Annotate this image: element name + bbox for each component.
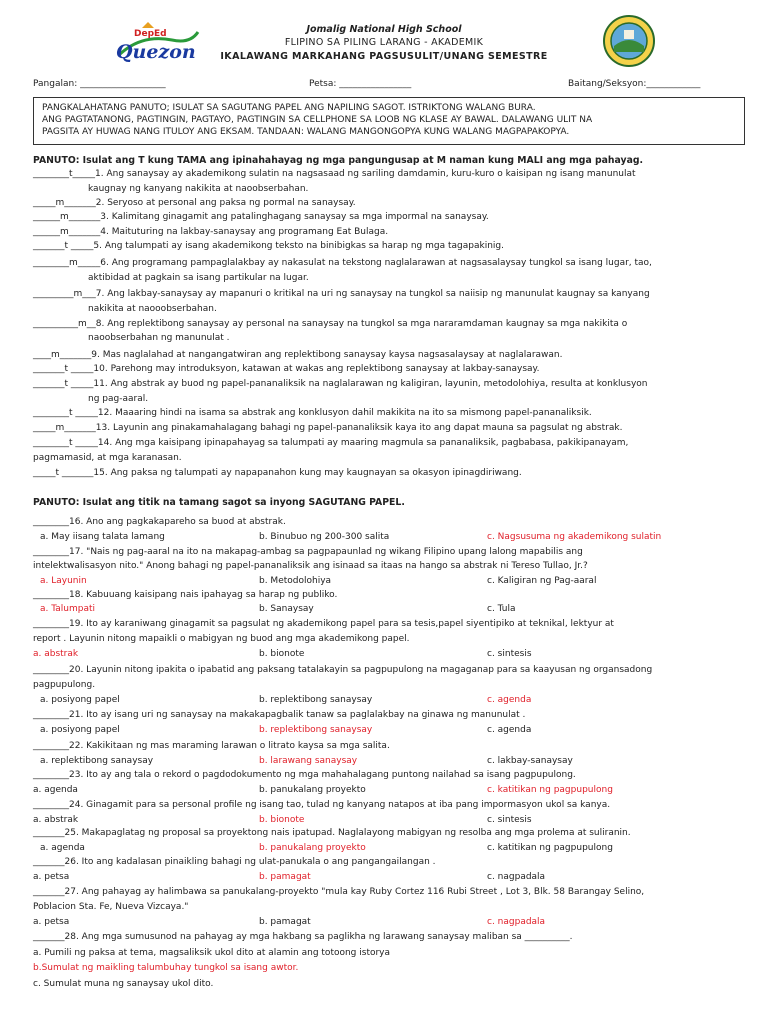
mc-option-a: a. abstrak bbox=[33, 815, 79, 825]
mc-option-c: c. sintesis bbox=[487, 649, 532, 659]
mc-option-c: c. lakbay-sanaysay bbox=[487, 756, 573, 766]
mc-option-b: b. larawang sanaysay bbox=[259, 756, 358, 766]
mc-option-c: c. Sumulat muna ng sanaysay ukol dito. bbox=[33, 979, 214, 989]
tf-item-line: _____m_______13. Layunin ang pinakamahalagang bahagi ng papel-pananaliksik kaya ito ang dapat mauna sa pagsulat ng abstrak. bbox=[33, 423, 623, 433]
mc-question-text: pagpupulong. bbox=[33, 680, 96, 690]
part1-directions: PANUTO: Isulat ang T kung TAMA ang ipinahahayag ng mga pangungusap at M naman kung MALI ang mga pahayag. bbox=[33, 155, 644, 166]
tf-item-line: ________t_____1. Ang sanaysay ay akademikong sulatin na nagsasaad ng sariling damdamin, kuru-kuro o kaisipan ng isang manunulat bbox=[33, 169, 636, 179]
mc-option-a: a. petsa bbox=[33, 872, 70, 882]
mc-option-b: b. panukalang proyekto bbox=[259, 785, 366, 795]
mc-option-c: c. Nagsusuma ng akademikong sulatin bbox=[487, 532, 662, 542]
tf-item-line: _______t _____10. Parehong may introduksyon, katawan at wakas ang replektibong sanaysay at lakbay-sanaysay. bbox=[33, 364, 540, 374]
subject-title: FLIPINO SA PILING LARANG - AKADEMIK bbox=[284, 37, 484, 48]
tf-item-line: __________m__8. Ang replektibong sanaysay ay personal na sanaysay na tungkol sa mga nararamdaman kaugnay sa mga nakikita o bbox=[33, 319, 628, 329]
mc-option-a: a. agenda bbox=[40, 843, 85, 853]
mc-option-b: b.Sumulat ng maikling talumbuhay tungkol sa isang awtor. bbox=[33, 963, 299, 973]
mc-question-text: _______26. Ito ang kadalasan pinaikling bahagi ng ulat-panukala o ang pangangailangan . bbox=[33, 857, 436, 867]
tf-item-line: ________t _____12. Maaaring hindi na isama sa abstrak ang konklusyon dahil makikita na ito sa mismong papel-pananaliksik. bbox=[33, 408, 592, 418]
tf-item-line: _________m___7. Ang lakbay-sanaysay ay mapanuri o kritikal na uri ng sanaysay na tungkol sa naiisip ng manunulat kaugnay sa kanyang bbox=[33, 289, 650, 299]
tf-item-line: ________t _____14. Ang mga kaisipang ipinapahayag sa talumpati ay maaring magmula sa pananaliksik, pagbabasa, pakikipanayam, bbox=[33, 438, 629, 448]
instruction-line: PANGKALAHATANG PANUTO; ISULAT SA SAGUTANG PAPEL ANG NAPILING SAGOT. ISTRIKTONG WALANG BURA. bbox=[42, 103, 536, 113]
mc-option-c: c. katitikan ng pagpupulong bbox=[487, 843, 613, 853]
mc-option-a: a. Layunin bbox=[40, 576, 87, 586]
mc-option-a: a. replektibong sanaysay bbox=[40, 756, 154, 766]
mc-option-a: a. agenda bbox=[33, 785, 78, 795]
mc-question-text: ________22. Kakikitaan ng mas maraming larawan o litrato kaysa sa mga salita. bbox=[33, 741, 390, 751]
tf-item-line: kaugnay ng kanyang nakikita at naoobserbahan. bbox=[88, 184, 309, 194]
tf-item-line: ______m_______4. Maituturing na lakbay-sanaysay ang programang Eat Bulaga. bbox=[33, 227, 389, 237]
tf-item-line: naoobserbahan ng manunulat . bbox=[88, 333, 230, 343]
mc-question-text: _______28. Ang mga sumusunod na pahayag ay mga hakbang sa paglikha ng larawang sanaysay maliban sa __________. bbox=[33, 932, 573, 942]
mc-option-b: b. pamagat bbox=[259, 917, 311, 927]
mc-option-b: b. panukalang proyekto bbox=[259, 843, 366, 853]
mc-option-a: a. May iisang talata lamang bbox=[40, 532, 165, 542]
mc-option-c: c. sintesis bbox=[487, 815, 532, 825]
school-name: Jomalig National High School bbox=[306, 24, 462, 35]
mc-option-b: b. Binubuo ng 200-300 salita bbox=[259, 532, 390, 542]
tf-item-line: nakikita at naooobserbahan. bbox=[88, 304, 217, 314]
mc-option-a: a. abstrak bbox=[33, 649, 79, 659]
exam-title: IKALAWANG MARKAHANG PAGSUSULIT/UNANG SEMESTRE bbox=[220, 51, 548, 62]
mc-option-a: a. Pumili ng paksa at tema, magsaliksik ukol dito at alamin ang totoong istorya bbox=[33, 948, 391, 958]
mc-question-text: ________17. "Nais ng pag-aaral na ito na makapag-ambag sa pagpapaunlad ng wikang Filipino upang lalong mapabilis ang bbox=[33, 547, 583, 557]
section-field[interactable]: Baitang/Seksyon:____________ bbox=[568, 79, 701, 89]
mc-option-a: a. posiyong papel bbox=[40, 695, 120, 705]
date-field[interactable]: Petsa: ________________ bbox=[309, 79, 412, 89]
mc-option-b: b. replektibong sanaysay bbox=[259, 725, 373, 735]
tf-item-line: ng pag-aaral. bbox=[88, 394, 149, 404]
mc-option-c: c. nagpadala bbox=[487, 917, 546, 927]
mc-option-b: b. pamagat bbox=[259, 872, 311, 882]
mc-option-c: c. Kaligiran ng Pag-aaral bbox=[487, 576, 597, 586]
mc-option-c: c. Tula bbox=[487, 604, 516, 614]
mc-option-b: b. Metodolohiya bbox=[259, 576, 332, 586]
mc-option-c: c. agenda bbox=[487, 695, 532, 705]
tf-item-line: _____t _______15. Ang paksa ng talumpati ay napapanahon kung may kaugnayan sa okasyon ipinagdiriwang. bbox=[33, 468, 522, 478]
mc-question-text: ________24. Ginagamit para sa personal profile ng isang tao, tulad ng kanyang natapos at iba pang impormasyon ukol sa kanya. bbox=[33, 800, 611, 810]
svg-text:DepEd: DepEd bbox=[134, 29, 167, 39]
mc-question-text: report . Layunin nitong mapaikli o mabigyan ng buod ang mga akademikong papel. bbox=[33, 634, 410, 644]
mc-option-b: b. Sanaysay bbox=[259, 604, 314, 614]
tf-item-line: ________m_____6. Ang programang pampaglalakbay ay nakasulat na tekstong naglalarawan at nagsasalaysay tungkol sa isang lugar, tao, bbox=[33, 258, 652, 268]
mc-question-text: ________21. Ito ay isang uri ng sanaysay na makakapagbalik tanaw sa paglalakbay na ginawa ng manunulat . bbox=[33, 710, 526, 720]
mc-option-c: c. katitikan ng pagpupulong bbox=[487, 785, 613, 795]
mc-question-text: intelektwalisasyon nito." Anong bahagi ng papel-pananaliksik ang isinaad sa itaas na hango sa abstrak ni Tereso Tullao, Jr.? bbox=[33, 561, 588, 571]
mc-option-c: c. nagpadala bbox=[487, 872, 546, 882]
mc-question-text: Poblacion Sta. Fe, Nueva Vizcaya." bbox=[33, 902, 189, 912]
tf-item-line: ____m_______9. Mas naglalahad at nangangatwiran ang replektibong sanaysay kaysa nagsasalaysay at naglalarawan. bbox=[33, 350, 563, 360]
mc-question-text: ________23. Ito ay ang tala o rekord o pagdodokumento ng mga mahahalagang puntong nailahad sa isang pagpupulong. bbox=[33, 770, 576, 780]
part2-directions: PANUTO: Isulat ang titik na tamang sagot sa inyong SAGUTANG PAPEL. bbox=[33, 497, 405, 508]
mc-question-text: _______25. Makapaglatag ng proposal sa proyektong nais ipatupad. Naglalayong mabigyan ng resolba ang mga prolema at suliranin. bbox=[33, 828, 631, 838]
mc-option-a: a. petsa bbox=[33, 917, 70, 927]
mc-option-b: b. replektibong sanaysay bbox=[259, 695, 373, 705]
mc-question-text: ________16. Ano ang pagkakapareho sa buod at abstrak. bbox=[33, 517, 286, 527]
tf-item-line: ______m_______3. Kalimitang ginagamit ang patalinghagang sanaysay sa mga impormal na sanaysay. bbox=[33, 212, 489, 222]
mc-question-text: _______27. Ang pahayag ay halimbawa sa panukalang-proyekto "mula kay Ruby Cortez 116 Rubi Street , Lot 3, Blk. 58 Barangay Selino, bbox=[33, 887, 645, 897]
mc-option-a: a. Talumpati bbox=[40, 604, 95, 614]
mc-option-a: a. posiyong papel bbox=[40, 725, 120, 735]
mc-option-b: b. bionote bbox=[259, 649, 305, 659]
instruction-line: PAGSITA AY HUWAG NANG ITULOY ANG EKSAM. TANDAAN: WALANG MANGONGOPYA KUNG WALANG MAGPAPAKOPYA. bbox=[42, 127, 570, 137]
tf-item-line: aktibidad at pagkain sa isang partikular na lugar. bbox=[88, 273, 309, 283]
tf-item-line: _______t _____5. Ang talumpati ay isang akademikong teksto na binibigkas sa harap ng mga tagapakinig. bbox=[33, 241, 504, 251]
svg-text:Quezon: Quezon bbox=[116, 41, 196, 63]
tf-item-line: pagmamasid, at mga karanasan. bbox=[33, 453, 182, 463]
mc-question-text: ________18. Kabuuang kaisipang nais ipahayag sa harap ng publiko. bbox=[33, 590, 338, 600]
instruction-line: ANG PAGTATANONG, PAGTINGIN, PAGTAYO, PAGTINGIN SA CELLPHONE SA LOOB NG KLASE AY BAWAL. DALAWANG ULIT NA bbox=[42, 115, 593, 125]
name-field[interactable]: Pangalan: ___________________ bbox=[33, 79, 166, 89]
mc-option-c: c. agenda bbox=[487, 725, 532, 735]
general-instructions-box bbox=[33, 97, 745, 145]
mc-question-text: ________20. Layunin nitong ipakita o ipabatid ang paksang tatalakayin sa pagpupulong na magaganap para sa kaayusan ng organsadong bbox=[33, 665, 653, 675]
tf-item-line: _____m_______2. Seryoso at personal ang paksa ng pormal na sanaysay. bbox=[33, 198, 356, 208]
mc-option-b: b. bionote bbox=[259, 815, 305, 825]
tf-item-line: _______t _____11. Ang abstrak ay buod ng papel-pananaliksik na naglalarawan ng kaligiran, layunin, metodolohiya, resulta at konklusyon bbox=[33, 379, 648, 389]
mc-question-text: ________19. Ito ay karaniwang ginagamit sa pagsulat ng akademikong papel para sa tesis,papel siyentipiko at teknikal, lektyur at bbox=[33, 619, 614, 629]
